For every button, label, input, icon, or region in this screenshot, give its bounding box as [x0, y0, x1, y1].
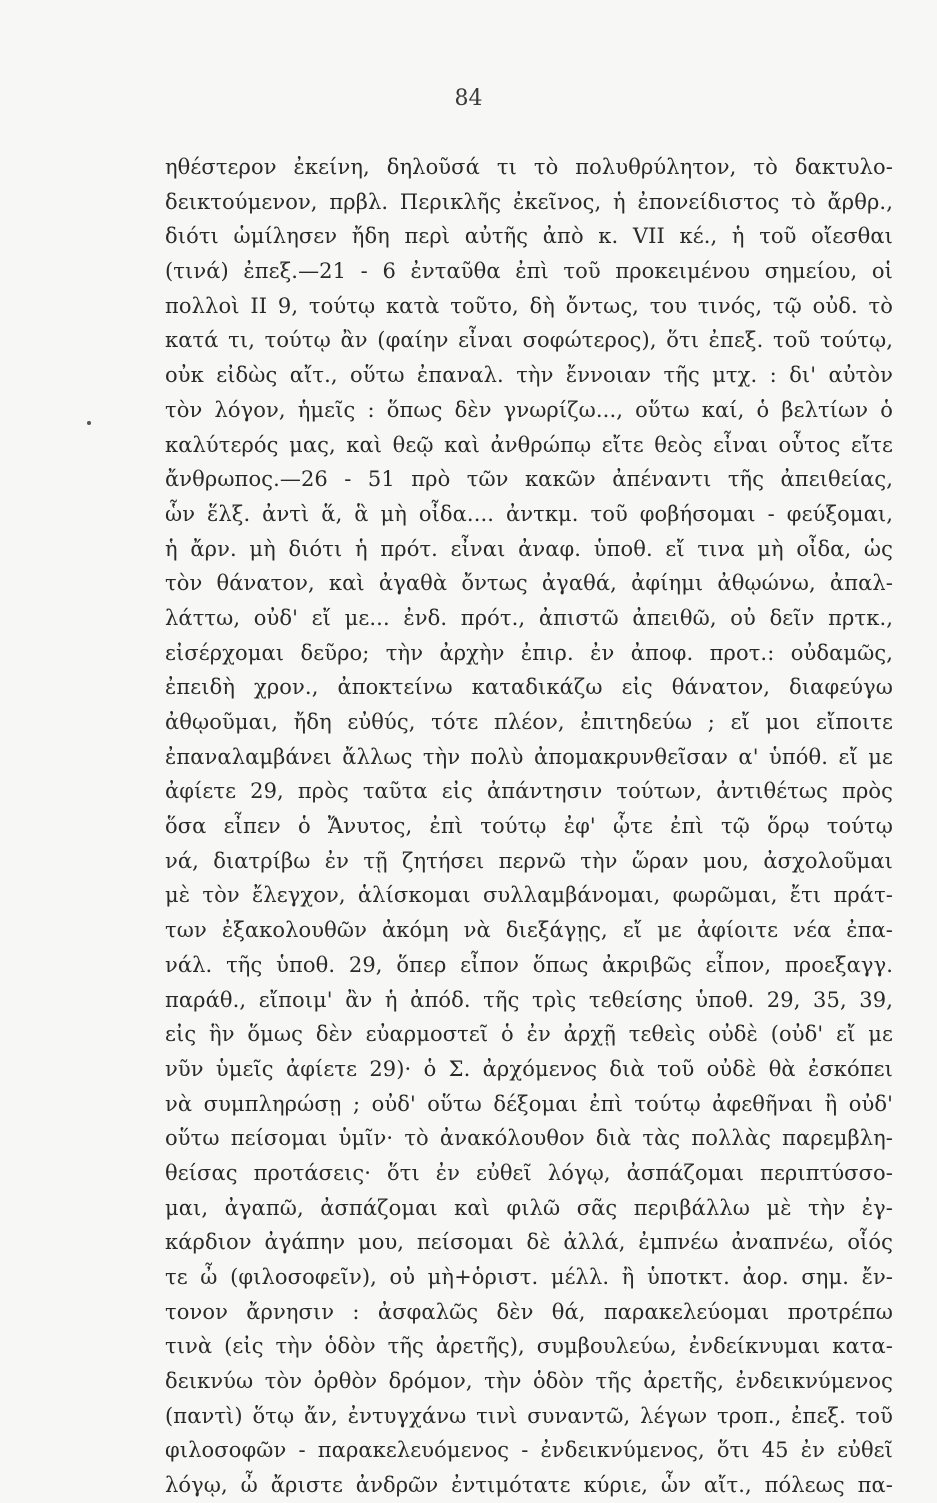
text-line: διότι ὡμίλησεν ἤδη περὶ αὐτῆς ἀπὸ κ. VII κέ., ἡ τοῦ οἴεσθαι [165, 224, 893, 249]
text-line: φιλοσοφῶν - παρακελευόμενος - ἐνδεικνύμενος, ὅτι 45 ἐν εὐθεῖ [165, 1438, 893, 1463]
text-line: ἄνθρωπος.—26 - 51 πρὸ τῶν κακῶν ἀπέναντι τῆς ἀπειθείας, [165, 467, 893, 492]
text-line: μαι, ἀγαπῶ, ἀσπάζομαι καὶ φιλῶ σᾶς περιβάλλω μὲ τὴν ἐγ- [165, 1195, 893, 1220]
text-line: ηθέστερον ἐκείνη, δηλοῦσά τι τὸ πολυθρύλητον, τὸ δακτυλο- [165, 155, 893, 179]
text-line: τε ὦ (φιλοσοφεῖν), οὐ μὴ+ὁριστ. μέλλ. ἢ ὑποτκτ. ἀορ. σημ. ἔν- [165, 1265, 893, 1289]
text-line: θείσας προτάσεις· ὅτι ἐν εὐθεῖ λόγῳ, ἀσπάζομαι περιπτύσσο- [165, 1160, 893, 1185]
text-line: ἀθῳοῦμαι, ἤδη εὐθύς, τότε πλέον, ἐπιτηδεύω ; εἴ μοι εἴποιτε [165, 710, 893, 734]
margin-dot [87, 421, 91, 425]
text-line: οὐκ εἰδὼς αἴτ., οὕτω ἐπαναλ. τὴν ἔννοιαν τῆς μτχ. : δι' αὐτὸν [165, 363, 893, 388]
page-text [165, 150, 893, 1503]
text-line: τονον ἄρνησιν : ἀσφαλῶς δὲν θά, παρακελεύομαι προτρέπω [165, 1299, 893, 1324]
text-line: παράθ., εἴποιμ' ἂν ἡ ἀπόδ. τῆς τρὶς τεθείσης ὑποθ. 29, 35, 39, [165, 987, 893, 1012]
text-line: κάρδιον ἀγάπην μου, πείσομαι δὲ ἀλλά, ἐμπνέω ἀναπνέω, οἷός [165, 1230, 893, 1255]
text-line: (παντὶ) ὅτῳ ἄν, ἐντυγχάνω τινὶ συναντῶ, λέγων τροπ., ἐπεξ. τοῦ [165, 1403, 893, 1428]
text-line: οὕτω πείσομαι ὑμῖν· τὸ ἀνακόλουθον διὰ τὰς πολλὰς παρεμβλη- [165, 1126, 893, 1151]
text-line: εἰς ἣν ὅμως δὲν εὐαρμοστεῖ ὁ ἐν ἀρχῇ τεθεὶς οὐδὲ (οὐδ' εἴ με [165, 1022, 893, 1047]
text-line: τινὰ (εἰς τὴν ὁδὸν τῆς ἀρετῆς), συμβουλεύω, ἐνδείκνυμαι κατα- [165, 1334, 893, 1359]
text-line: ἡ ἄρν. μὴ διότι ἡ πρότ. εἶναι ἀναφ. ὑποθ. εἴ τινα μὴ οἶδα, ὡς [165, 536, 893, 561]
text-line: ὧν ἕλξ. ἀντὶ ἅ, ἃ μὴ οἶδα.... ἀντκμ. τοῦ φοβήσομαι - φεύξομαι, [165, 501, 893, 526]
text-line: εἰσέρχομαι δεῦρο; τὴν ἀρχὴν ἐπιρ. ἐν ἀποφ. προτ.: οὐδαμῶς, [165, 640, 893, 665]
text-line: λάττω, οὐδ' εἴ με... ἐνδ. πρότ., ἀπιστῶ ἀπειθῶ, οὐ δεῖν πρτκ., [165, 605, 893, 630]
text-line: δεικτούμενον, πρβλ. Περικλῆς ἐκεῖνος, ἡ ἐπονείδιστος τὸ ἄρθρ., [165, 189, 893, 214]
text-line: νὰ συμπληρώσῃ ; οὐδ' οὕτω δέξομαι ἐπὶ τούτῳ ἀφεθῆναι ἢ οὐδ' [165, 1091, 893, 1116]
text-line: ἐπαναλαμβάνει ἄλλως τὴν πολὺ ἀπομακρυνθεῖσαν α' ὑπόθ. εἴ με [165, 744, 893, 769]
text-line: τὸν λόγον, ἡμεῖς : ὅπως δὲν γνωρίζω..., οὕτω καί, ὁ βελτίων ὁ [165, 397, 893, 422]
text-line: λόγῳ, ὦ ἄριστε ἀνδρῶν ἐντιμότατε κύριε, ὧν αἴτ., πόλεως πα- [165, 1473, 893, 1498]
text-line: νῦν ὑμεῖς ἀφίετε 29)· ὁ Σ. ἀρχόμενος διὰ τοῦ οὐδὲ θὰ ἐσκόπει [165, 1056, 893, 1081]
page-number: 84 [454, 86, 483, 111]
text-line: καλύτερός μας, καὶ θεῷ καὶ ἀνθρώπῳ εἴτε θεὸς εἶναι οὗτος εἴτε [165, 432, 893, 457]
text-line: νάλ. τῆς ὑποθ. 29, ὅπερ εἶπον ὅπως ἀκριβῶς εἶπον, προεξαγγ. [165, 952, 893, 977]
text-line: κατά τι, τούτῳ ἂν (φαίην εἶναι σοφώτερος), ὅτι ἐπεξ. τοῦ τούτῳ, [165, 328, 893, 353]
text-line: νά, διατρίβω ἐν τῇ ζητήσει περνῶ τὴν ὥραν μου, ἀσχολοῦμαι [165, 848, 893, 873]
text-line: τὸν θάνατον, καὶ ἀγαθὰ ὄντως ἀγαθά, ἀφίημι ἀθῳώνω, ἀπαλ- [165, 571, 893, 596]
text-line: των ἐξακολουθῶν ἀκόμη νὰ διεξάγῃς, εἴ με ἀφίοιτε νέα ἐπα- [165, 918, 893, 943]
text-line: ἀφίετε 29, πρὸς ταῦτα εἰς ἀπάντησιν τούτων, ἀντιθέτως πρὸς [165, 779, 893, 804]
text-line: ἐπειδὴ χρον., ἀποκτείνω καταδικάζω εἰς θάνατον, διαφεύγω [165, 675, 893, 700]
text-line: μὲ τὸν ἔλεγχον, ἁλίσκομαι συλλαμβάνομαι, φωρῶμαι, ἔτι πράτ- [165, 883, 893, 908]
text-line: (τινά) ἐπεξ.—21 - 6 ἐνταῦθα ἐπὶ τοῦ προκειμένου σημείου, οἱ [165, 259, 893, 284]
text-line: πολλοὶ II 9, τούτῳ κατὰ τοῦτο, δὴ ὄντως, του τινός, τῷ οὐδ. τὸ [165, 293, 893, 318]
text-line: ὅσα εἶπεν ὁ Ἄνυτος, ἐπὶ τούτῳ ἐφ' ᾧτε ἐπὶ τῷ ὅρῳ τούτῳ [165, 814, 893, 839]
text-line: δεικνύω τὸν ὀρθὸν δρόμον, τὴν ὁδὸν τῆς ἀρετῆς, ἐνδεικνύμενος [165, 1369, 893, 1394]
